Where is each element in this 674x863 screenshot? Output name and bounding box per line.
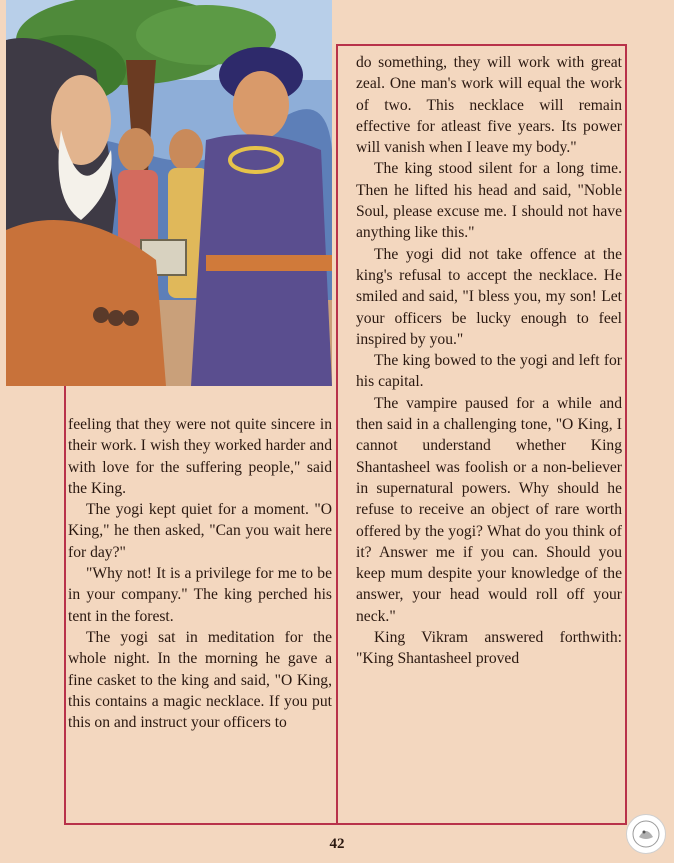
paragraph: King Vikram answered forthwith: "King Shantasheel proved [356, 629, 622, 668]
publisher-logo [626, 814, 666, 854]
paragraph: The king stood silent for a long time. Then he lifted his head and said, "Noble Soul, please excuse me. I should not have anything like this." [356, 160, 622, 242]
paragraph: The king bowed to the yogi and left for his capital. [356, 352, 622, 391]
right-text-column [356, 52, 622, 670]
logo-icon [631, 819, 661, 849]
paragraph: "Why not! It is a privilege for me to be in your company." The king perched his tent in the forest. [68, 565, 332, 625]
paragraph: The yogi sat in meditation for the whole night. In the morning he gave a fine casket to the king and said, "O King, this contains a magic necklace. If you put this on and instruct your officers to [68, 628, 332, 732]
page-number: 42 [329, 836, 345, 852]
illustration-art [6, 0, 332, 386]
paragraph: feeling that they were not quite sincere in their work. I wish they worked harder and with love for the suffering people," said the King. [68, 416, 332, 497]
paragraph: The vampire paused for a while and then said in a challenging tone, "O King, I cannot understand whether King Shantasheel was foolish or a non-believer in supernatural powers. Why should he refuse to receive an object of rare worth offered by the yogi? What do you think of it? Answer me if you can. Should you keep mum despite your knowledge of the answer, your head would roll off your neck." [356, 394, 622, 625]
paragraph: The yogi did not take offence at the king's refusal to accept the necklace. He smiled and said, "I bless you, my son! Let your officers be lucky enough to feel inspired by you." [356, 245, 622, 348]
story-illustration [6, 0, 332, 386]
paragraph: do something, they will work with great zeal. One man's work will equal the work of two. This necklace will remain effective for atleast five years. Its power will vanish when I leave my body." [356, 54, 622, 157]
paragraph: The yogi kept quiet for a moment. "O King," he then asked, "Can you wait here for day?" [68, 501, 332, 561]
left-text-column [68, 414, 332, 733]
